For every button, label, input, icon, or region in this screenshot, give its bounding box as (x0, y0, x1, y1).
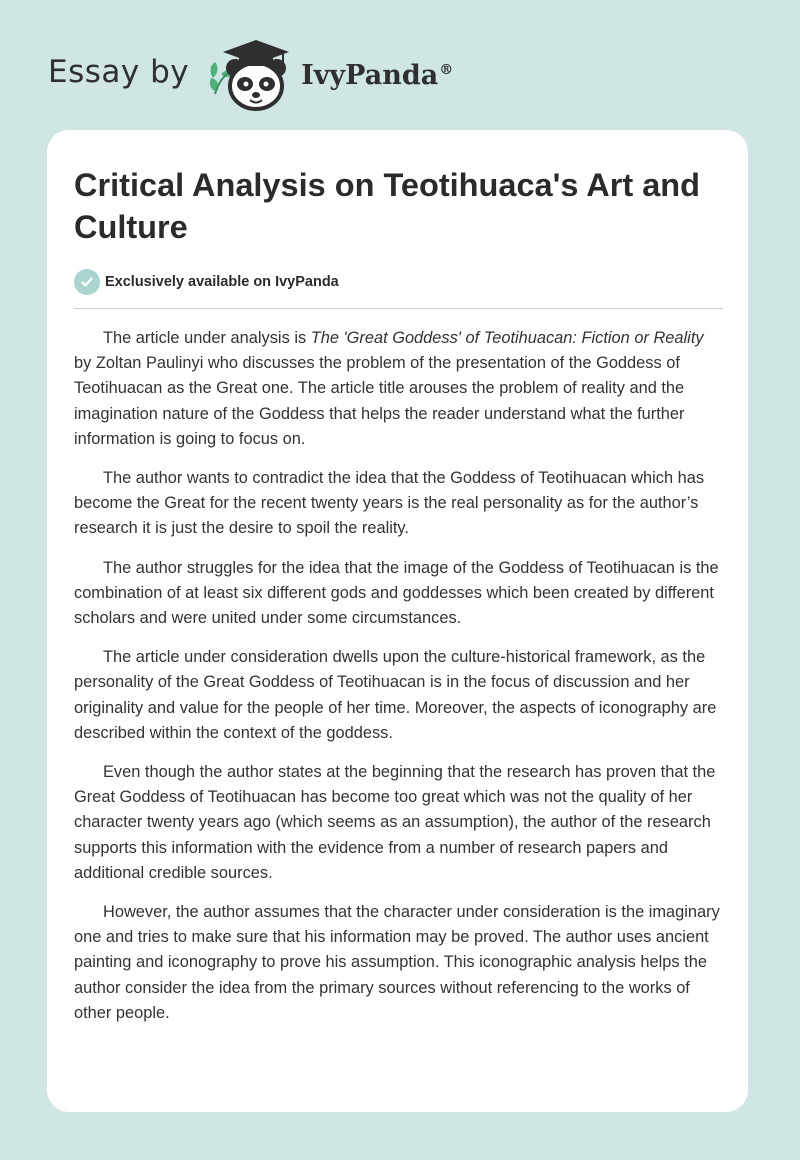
essay-by-label: Essay by (48, 54, 190, 90)
paragraph: However, the author assumes that the character under consideration is the imaginary one and tries to make sure that his information may be proved. The author uses ancient painting and iconography to prove his assumption. This iconographic analysis helps the author consider the idea from the primary sources without referencing to the works of other people. (74, 903, 720, 1022)
divider (74, 308, 723, 309)
essay-body (74, 326, 722, 1026)
article-citation: The 'Great Goddess' of Teotihuacan: Fiction or Reality (310, 329, 704, 347)
paragraph: The article under consideration dwells upon the culture-historical framework, as the personality of the Great Goddess of Teotihuacan is in the focus of discussion and her originality and value for the people of her time. Moreover, the aspects of iconography are described within the context of the goddess. (74, 648, 717, 742)
paragraph: The author wants to contradict the idea that the Goddess of Teotihuacan which has become the Great for the recent twenty years is the real personality as for the author’s research it is just the desire to spoil the reality. (74, 469, 705, 538)
registered-mark: ® (439, 61, 454, 78)
essay-card (47, 130, 748, 1112)
paragraph: The author struggles for the idea that the image of the Goddess of Teotihuacan is the combination of at least six different gods and goddesses which been created by different scholars and were united under some circumstances. (74, 558, 719, 628)
brand-name[interactable]: IvyPanda® (301, 59, 454, 91)
brand-header (48, 34, 453, 114)
paragraph: The article under analysis is The 'Great Goddess' of Teotihuacan: Fiction or Reality by Zoltan Paulinyi who discusses the problem of the presentation of the Goddess of Teotihuacan as the Great one. The article title arouses the problem of reality and the imagination nature of the Goddess that helps the reader understand what the further information is going to focus on. (74, 329, 704, 448)
exclusive-badge (74, 268, 722, 296)
exclusive-label: Exclusively available on IvyPanda (105, 274, 339, 290)
check-circle-icon (74, 269, 100, 295)
essay-title: Critical Analysis on Teotihuaca's Art and Culture (74, 167, 700, 245)
paragraph: Even though the author states at the beginning that the research has proven that the Great Goddess of Teotihuacan has become too great which was not the quality of her character twenty years ago (which seems as an assumption), the author of the research supports this information with the evidence from a number of research papers and additional credible sources. (74, 763, 716, 882)
panda-graduate-icon[interactable] (203, 34, 299, 114)
